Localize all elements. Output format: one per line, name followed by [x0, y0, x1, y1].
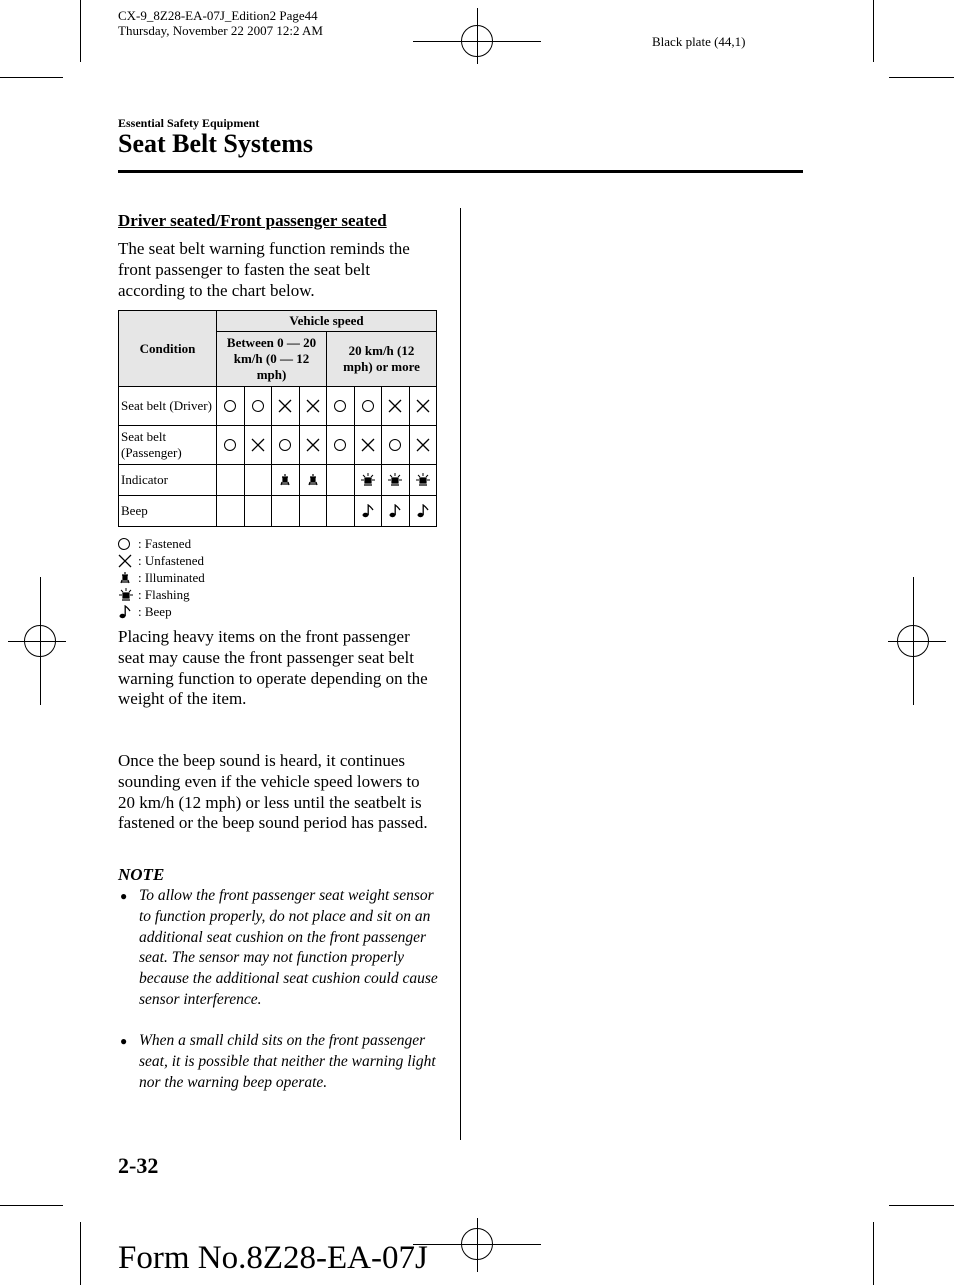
registration-target	[461, 25, 493, 57]
condition-label: Seat belt (Passenger)	[119, 426, 217, 465]
table-cell	[382, 465, 410, 496]
fastened-circle-icon	[224, 439, 236, 451]
table-cell	[217, 387, 245, 426]
table-cell	[272, 426, 300, 465]
table-cell	[217, 426, 245, 465]
table-cell	[244, 426, 272, 465]
illuminated-indicator-icon	[118, 571, 132, 585]
section-label: Essential Safety Equipment	[118, 116, 260, 130]
unfastened-cross-icon	[118, 554, 132, 568]
print-info-date: Thursday, November 22 2007 12:2 AM	[118, 23, 323, 38]
table-row	[119, 465, 437, 496]
condition-label: Indicator	[119, 465, 217, 496]
table-row	[119, 426, 437, 465]
seat-belt-warning-table	[118, 310, 437, 527]
unfastened-cross-icon	[278, 399, 292, 413]
fastened-circle-icon	[224, 400, 236, 412]
table-cell	[244, 465, 272, 496]
crop-mark	[889, 1205, 954, 1206]
illuminated-indicator-icon	[278, 473, 292, 487]
registration-target	[461, 1228, 493, 1260]
note-item: ● To allow the front passenger seat weight sensor to function properly, do not place and sit on an additional seat cushion on the front passenger seat. The sensor may not function properly because the additional seat cushion could cause sensor interference.	[120, 886, 438, 1011]
crop-mark	[873, 0, 874, 62]
table-cell	[299, 496, 327, 527]
note-title: NOTE	[118, 865, 165, 884]
fastened-circle-icon	[334, 400, 346, 412]
table-cell	[409, 465, 437, 496]
legend-beep: : Beep	[118, 603, 205, 620]
condition-label: Beep	[119, 496, 217, 527]
table-cell	[327, 496, 355, 527]
table-cell	[244, 496, 272, 527]
column-divider	[460, 208, 461, 1140]
unfastened-cross-icon	[306, 399, 320, 413]
bullet-icon: ●	[120, 1034, 128, 1048]
table-cell	[272, 387, 300, 426]
table-cell	[382, 387, 410, 426]
crop-mark	[0, 1205, 63, 1206]
unfastened-cross-icon	[361, 438, 375, 452]
print-info	[118, 8, 323, 38]
page-number: 2-32	[118, 1153, 159, 1178]
fastened-circle-icon	[389, 439, 401, 451]
table-cell	[272, 496, 300, 527]
crop-mark	[80, 0, 81, 62]
intro-paragraph: The seat belt warning function reminds the front passenger to fasten the seat belt according to the chart below.	[118, 239, 410, 300]
unfastened-cross-icon	[306, 438, 320, 452]
table-cell	[354, 465, 382, 496]
legend-fastened: : Fastened	[118, 535, 205, 552]
flashing-indicator-icon	[360, 473, 376, 487]
table-cell	[299, 387, 327, 426]
subheading: Driver seated/Front passenger seated	[118, 211, 387, 230]
flashing-indicator-icon	[415, 473, 431, 487]
beep-note-icon	[388, 504, 402, 518]
fastened-circle-icon	[362, 400, 374, 412]
table-cell	[217, 496, 245, 527]
beep-continuation-paragraph: Once the beep sound is heard, it continues sounding even if the vehicle speed lowers to 20 km/h (12 mph) or less until the seatbelt is fastened or the beep sound period has passed.	[118, 751, 428, 833]
page-title: Seat Belt Systems	[118, 129, 313, 158]
flashing-indicator-icon	[118, 588, 134, 602]
table-cell	[327, 465, 355, 496]
fastened-circle-icon	[118, 538, 130, 550]
table-cell	[409, 387, 437, 426]
beep-note-icon	[361, 504, 375, 518]
speed-high-header: 20 km/h (12 mph) or more	[327, 332, 437, 387]
beep-note-icon	[416, 504, 430, 518]
crop-mark	[80, 1222, 81, 1285]
table-cell	[409, 496, 437, 527]
table-cell	[382, 426, 410, 465]
fastened-circle-icon	[279, 439, 291, 451]
table-cell	[354, 496, 382, 527]
crop-mark	[889, 77, 954, 78]
flashing-indicator-icon	[387, 473, 403, 487]
table-cell	[272, 465, 300, 496]
legend-flashing: : Flashing	[118, 586, 205, 603]
table-cell	[299, 426, 327, 465]
table-row	[119, 387, 437, 426]
bullet-icon: ●	[120, 889, 128, 903]
table-cell	[327, 387, 355, 426]
table-cell	[217, 465, 245, 496]
title-rule	[118, 170, 803, 173]
table-cell	[299, 465, 327, 496]
condition-header: Condition	[119, 311, 217, 387]
table-cell	[354, 387, 382, 426]
registration-target	[24, 625, 56, 657]
registration-target	[897, 625, 929, 657]
unfastened-cross-icon	[416, 438, 430, 452]
vehicle-speed-header: Vehicle speed	[217, 311, 437, 332]
crop-mark	[873, 1222, 874, 1285]
table-row	[119, 496, 437, 527]
weight-warning-paragraph: Placing heavy items on the front passenger seat may cause the front passenger seat belt warning function to operate depending on the weight of the item.	[118, 627, 428, 709]
crop-mark	[0, 77, 63, 78]
legend-unfastened: : Unfastened	[118, 552, 205, 569]
unfastened-cross-icon	[388, 399, 402, 413]
unfastened-cross-icon	[251, 438, 265, 452]
legend-illuminated: : Illuminated	[118, 569, 205, 586]
plate-info: Black plate (44,1)	[652, 34, 746, 49]
fastened-circle-icon	[252, 400, 264, 412]
illuminated-indicator-icon	[306, 473, 320, 487]
form-number: Form No.8Z28-EA-07J	[118, 1240, 428, 1276]
table-cell	[244, 387, 272, 426]
note-item: ● When a small child sits on the front passenger seat, it is possible that neither the warning light nor the warning beep operate.	[120, 1031, 438, 1093]
beep-note-icon	[118, 605, 132, 619]
print-info-file: CX-9_8Z28-EA-07J_Edition2 Page44	[118, 8, 318, 23]
fastened-circle-icon	[334, 439, 346, 451]
table-cell	[327, 426, 355, 465]
unfastened-cross-icon	[416, 399, 430, 413]
symbol-legend	[118, 535, 205, 620]
speed-low-header: Between 0 — 20 km/h (0 — 12 mph)	[217, 332, 327, 387]
table-cell	[382, 496, 410, 527]
condition-label: Seat belt (Driver)	[119, 387, 217, 426]
table-cell	[409, 426, 437, 465]
table-cell	[354, 426, 382, 465]
